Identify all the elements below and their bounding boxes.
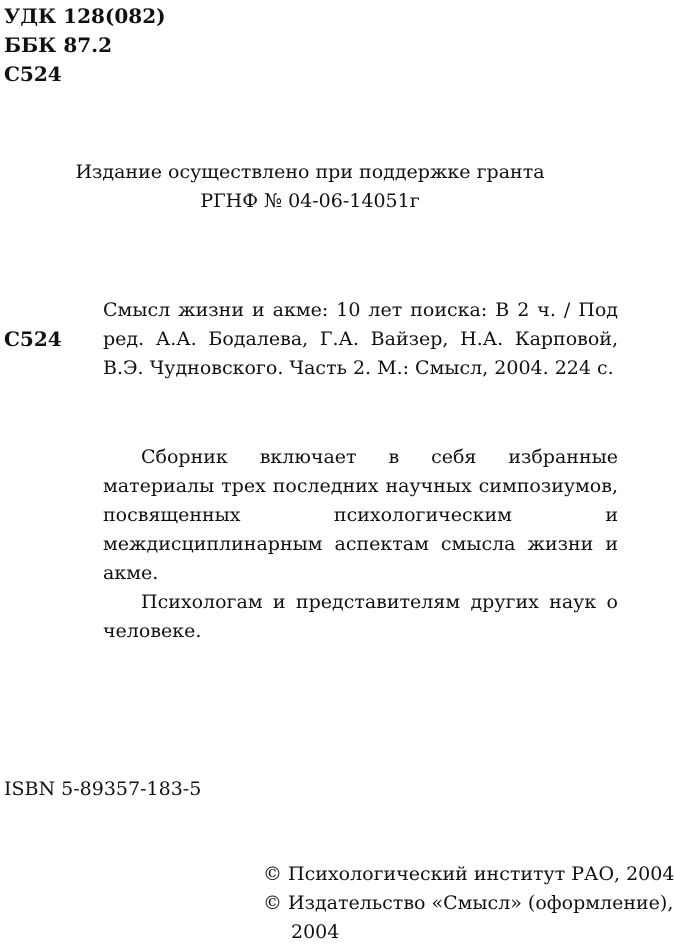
udk-code: УДК 128(082) xyxy=(4,4,166,28)
bibliographic-description: Смысл жизни и акме: 10 лет поиска: В 2 ч. / Под ред. А.А. Бодалева, Г.А. Вайзер, Н.А. Карповой, В.Э. Чудновского. Часть 2. М.: Смысл, 2004. 224 с. xyxy=(103,299,618,379)
grant-line-2: РГНФ № 04-06-14051г xyxy=(200,190,420,212)
abstract xyxy=(103,443,618,646)
grant-line-1: Издание осуществлено при поддержке гранта xyxy=(75,161,545,183)
copyright-line-2-continued: 2004 xyxy=(291,921,340,943)
bbk-code: ББК 87.2 xyxy=(4,33,113,57)
abstract-paragraph-1: Сборник включает в себя избранные материалы трех последних научных симпозиумов, посвященных психологическим и междисциплинарным аспектам смысла жизни и акме. xyxy=(103,446,618,584)
copyright-line-1: © Психологический институт РАО, 2004 xyxy=(263,863,674,885)
author-mark: С524 xyxy=(4,62,62,86)
classification-block xyxy=(4,2,166,89)
grant-note xyxy=(0,158,620,216)
abstract-paragraph-2: Психологам и представителям других наук о человеке. xyxy=(103,591,618,642)
isbn: ISBN 5-89357-183-5 xyxy=(4,778,202,800)
copyright-line-2: © Издательство «Смысл» (оформление), xyxy=(263,892,674,914)
bibliographic-index-mark: С524 xyxy=(4,327,62,351)
copyright-block xyxy=(263,860,674,947)
